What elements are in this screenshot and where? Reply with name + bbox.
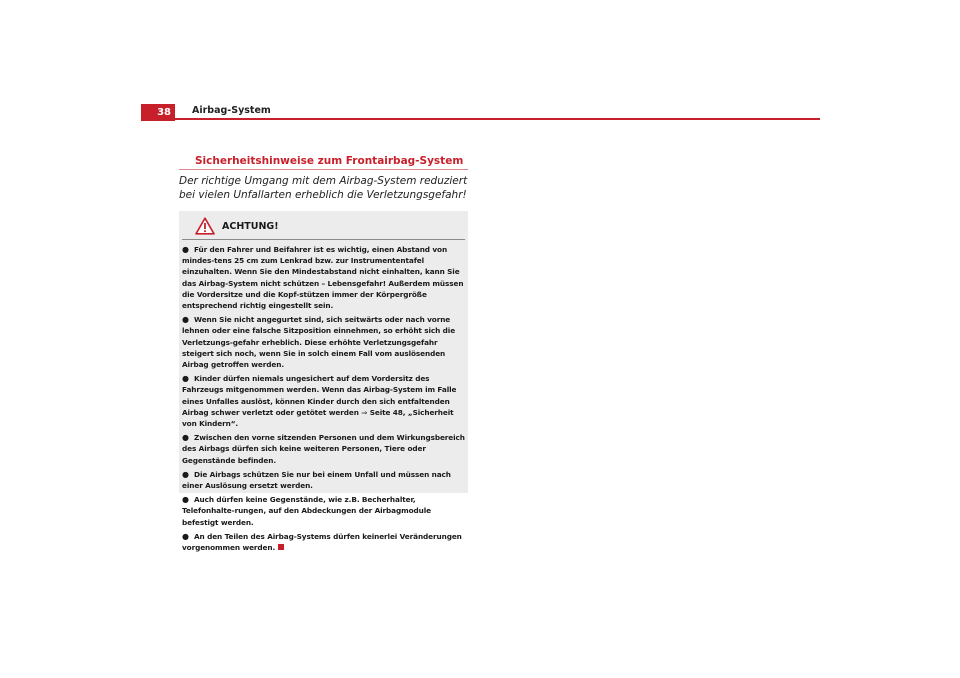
warning-item-text: Für den Fahrer und Beifahrer ist es wichtig, einen Abstand von mindes-tens 25 cm zum Lenkrad bzw. zur Instrumententafel einzuhalten. Wenn Sie den Mindestabstand nicht einhalten, kann Sie das Airbag-System nicht schützen – Lebensgefahr! Außerdem müssen die Vordersitze und die Kopf-stützen immer der Körpergröße entsprechend richtig eingestellt sein.	[182, 245, 464, 311]
warning-box	[179, 211, 468, 553]
warning-triangle-icon	[195, 217, 215, 235]
warning-item-text: Auch dürfen keine Gegenstände, wie z.B. Becherhalter, Telefonhalte-rungen, auf den Abdeckungen der Airbagmodule befestigt werden.	[182, 495, 432, 527]
warning-item	[182, 494, 465, 528]
reference-arrow-icon: ⇒	[361, 407, 368, 417]
warning-item	[182, 244, 465, 311]
warning-item	[182, 373, 465, 429]
bullet-icon: ●	[182, 433, 189, 443]
bullet-icon: ●	[182, 495, 189, 505]
page-number-badge: 38	[141, 104, 175, 121]
warning-item	[182, 314, 465, 370]
header-divider	[141, 118, 820, 120]
warning-header	[195, 216, 465, 236]
bullet-icon: ●	[182, 245, 189, 254]
warning-item-text: Zwischen den vorne sitzenden Personen und dem Wirkungsbereich des Airbags dürfen sich keine weiteren Personen, Tiere oder Gegenstände befinden.	[182, 433, 465, 465]
bullet-icon: ●	[182, 315, 189, 325]
bullet-icon: ●	[182, 469, 189, 479]
warning-item-text: Kinder dürfen niemals ungesichert auf dem Vordersitz des Fahrzeugs mitgenommen werden. Wenn das Airbag-System im Falle eines Unfalles auslöst, können Kinder durch den sich entfaltenden Airbag schwer verletzt oder getötet werden	[182, 374, 457, 417]
bullet-icon: ●	[182, 374, 189, 384]
section-intro: Der richtige Umgang mit dem Airbag-System reduziert bei vielen Unfallarten erheblich die Verletzungsgefahr!	[179, 175, 468, 201]
warning-item-text: Wenn Sie nicht angegurtet sind, sich seitwärts oder nach vorne lehnen oder eine falsche Sitzposition einnehmen, so erhöht sich die Verletzungs-gefahr erheblich. Diese erhöhte Verletzungsgefahr steigert sich noch, wenn Sie in solch einem Fall vom auslösenden Airbag getroffen werden.	[182, 315, 456, 370]
warning-divider	[182, 239, 465, 240]
end-of-section-icon	[278, 544, 284, 550]
warning-list	[182, 244, 465, 553]
running-header-title: Airbag-System	[192, 105, 271, 116]
page-reference-link[interactable]: Seite 48, „Sicherheit von Kindern“.	[182, 407, 454, 429]
warning-item	[182, 469, 465, 491]
bullet-icon: ●	[182, 531, 189, 541]
warning-item	[182, 432, 465, 466]
warning-title: ACHTUNG!	[222, 220, 279, 232]
warning-item-text: An den Teilen des Airbag-Systems dürfen keinerlei Veränderungen vorgenommen werden.	[182, 531, 462, 553]
warning-item	[182, 531, 465, 553]
section-heading: Sicherheitshinweise zum Frontairbag-System	[179, 155, 468, 170]
warning-item-text: Die Airbags schützen Sie nur bei einem Unfall und müssen nach einer Auslösung ersetzt werden.	[182, 469, 451, 491]
